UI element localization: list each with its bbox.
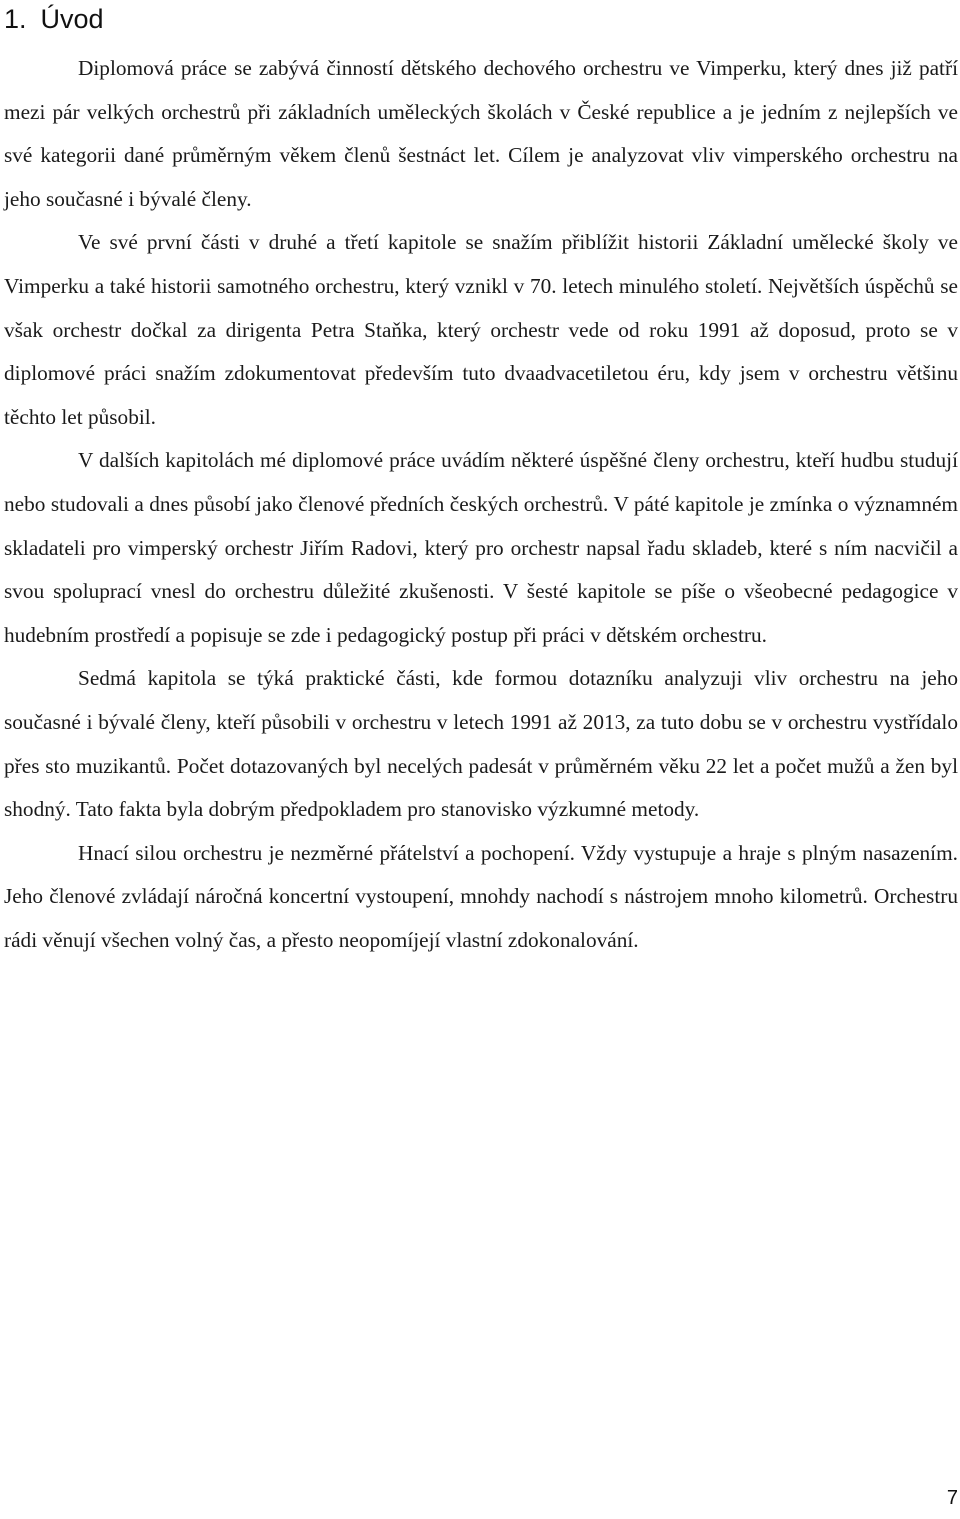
page-number: 7 (946, 1487, 958, 1509)
body-text (4, 47, 958, 962)
chapter-heading (4, 2, 104, 36)
chapter-number: 1. (4, 4, 27, 34)
paragraph-5: Hnací silou orchestru je nezměrné přátelství a pochopení. Vždy vystupuje a hraje s plným nasazením. Jeho členové zvládají náročná koncertní vystoupení, mnohdy nachodí s nástrojem mnoho kilometrů. Orchestru rádi věnují všechen volný čas, a přesto neopomíjejí vlastní zdokonalování. (4, 840, 958, 952)
paragraph-2: Ve své první části v druhé a třetí kapitole se snažím přiblížit historii Základní umělecké školy ve Vimperku a také historii samotného orchestru, který vznikl v 70. letech minulého století. Největších úspěchů se však orchestr dočkal za dirigenta Petra Staňka, který orchestr vede od roku 1991 až doposud, proto se v diplomové práci snažím zdokumentovat především tuto dvaadvacetiletou éru, kdy jsem v orchestru většinu těchto let působil. (4, 230, 958, 429)
paragraph-3: V dalších kapitolách mé diplomové práce uvádím některé úspěšné členy orchestru, kteří hudbu studují nebo studovali a dnes působí jako členové předních českých orchestrů. V páté kapitole je zmínka o významném skladateli pro vimperský orchestr Jiřím Radovi, který pro orchestr napsal řadu skladeb, které s ním nacvičil a svou spoluprací vnesl do orchestru důležité zkušenosti. V šesté kapitole se píše o všeobecné pedagogice v hudebním prostředí a popisuje se zde i pedagogický postup při práci v dětském orchestru. (4, 448, 958, 647)
chapter-title: Úvod (40, 4, 104, 34)
paragraph-1: Diplomová práce se zabývá činností dětského dechového orchestru ve Vimperku, který dnes již patří mezi pár velkých orchestrů při základních uměleckých školách v České republice a je jedním z nejlepších ve své kategorii dané průměrným věkem členů šestnáct let. Cílem je analyzovat vliv vimperského orchestru na jeho současné i bývalé členy. (4, 56, 958, 211)
paragraph-4: Sedmá kapitola se týká praktické části, kde formou dotazníku analyzuji vliv orchestru na jeho současné i bývalé členy, kteří působili v orchestru v letech 1991 až 2013, za tuto dobu se v orchestru vystřídalo přes sto muzikantů. Počet dotazovaných byl necelých padesát v průměrném věku 22 let a počet mužů a žen byl shodný. Tato fakta byla dobrým předpokladem pro stanovisko výzkumné metody. (4, 666, 958, 822)
